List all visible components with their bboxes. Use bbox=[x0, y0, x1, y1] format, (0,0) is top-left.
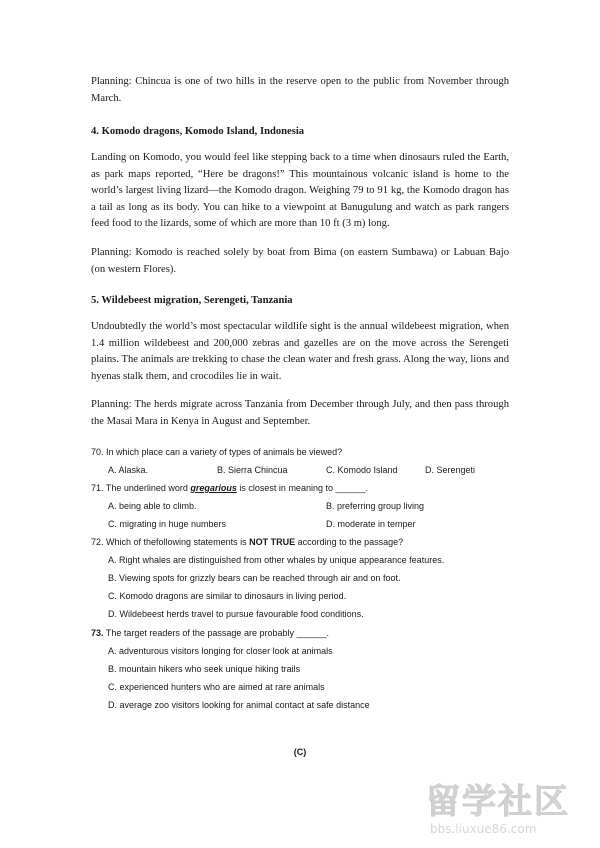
question-72-stem-post: according to the passage? bbox=[295, 537, 404, 547]
question-71-option-d: D. moderate in temper bbox=[326, 519, 416, 529]
question-73-option-a: A. adventurous visitors longing for closer look at animals bbox=[108, 646, 333, 656]
question-72-stem-pre: 72. Which of thefollowing statements is bbox=[91, 537, 250, 547]
heading-wildebeest: 5. Wildebeest migration, Serengeti, Tanzania bbox=[91, 295, 293, 306]
question-72-option-a: A. Right whales are distinguished from other whales by unique appearance features. bbox=[108, 555, 445, 565]
question-70-option-a: A. Alaska. bbox=[108, 465, 149, 475]
question-73-stem bbox=[91, 627, 329, 639]
section-label: (C) bbox=[293, 747, 307, 757]
question-72-option-b: B. Viewing spots for grizzly bears can be reached through air and on foot. bbox=[108, 573, 401, 583]
paragraph-chincua-planning: Planning: Chincua is one of two hills in the reserve open to the public from November through March. bbox=[91, 76, 509, 104]
question-73-number: 73. bbox=[91, 628, 104, 638]
question-71-option-a: A. being able to climb. bbox=[108, 501, 197, 511]
question-72-option-c: C. Komodo dragons are similar to dinosaurs in living period. bbox=[108, 591, 347, 601]
question-70-option-c: C. Komodo Island bbox=[326, 465, 398, 475]
paragraph-komodo-planning: Planning: Komodo is reached solely by boat from Bima (on eastern Sumbawa) or Labuan Bajo (on western Flores). bbox=[91, 247, 509, 275]
question-70-stem: 70. In which place can a variety of types of animals be viewed? bbox=[91, 447, 343, 457]
question-71-stem-pre: 71. The underlined word bbox=[91, 483, 191, 493]
question-72-not-true: NOT TRUE bbox=[249, 537, 296, 547]
watermark-url: bbs.liuxue86.com bbox=[430, 822, 537, 836]
question-71-underlined-word: gregarious bbox=[190, 483, 237, 493]
question-73-option-b: B. mountain hikers who seek unique hiking trails bbox=[108, 664, 301, 674]
question-71-stem-post: is closest in meaning to ______. bbox=[236, 483, 369, 493]
question-71-option-b: B. preferring group living bbox=[326, 501, 425, 511]
paragraph-wildebeest-planning: Planning: The herds migrate across Tanzania from December through July, and then pass through the Masai Mara in Kenya in August and September. bbox=[91, 399, 509, 427]
heading-komodo: 4. Komodo dragons, Komodo Island, Indonesia bbox=[91, 126, 305, 137]
question-72-option-d: D. Wildebeest herds travel to pursue favourable food conditions. bbox=[108, 609, 364, 619]
watermark-text: 留学社区 bbox=[426, 782, 570, 822]
question-71-stem bbox=[91, 482, 368, 494]
watermark-logo bbox=[426, 782, 586, 842]
paragraph-komodo-body: Landing on Komodo, you would feel like stepping back to a time when dinosaurs ruled the Earth, as park maps reported, “Here be dragons!” This mountainous volcanic island is home to the world’s largest living lizard—the Komodo dragon. Weighing 79 to 91 kg, the Komodo dragon has a tail as long as its body. You can hike to a viewpoint at Banugulung and watch as park rangers feed food to the lizards, some of which are more than 10 ft (3 m) long. bbox=[91, 152, 509, 229]
question-73-option-c: C. experienced hunters who are aimed at rare animals bbox=[108, 682, 325, 692]
question-72-stem bbox=[91, 536, 403, 548]
question-73-stem-rest: The target readers of the passage are probably ______. bbox=[103, 628, 330, 638]
question-70-option-d: D. Serengeti bbox=[425, 465, 476, 475]
question-70-option-b: B. Sierra Chincua bbox=[217, 465, 288, 475]
question-71-option-c: C. migrating in huge numbers bbox=[108, 519, 227, 529]
question-73-option-d: D. average zoo visitors looking for animal contact at safe distance bbox=[108, 700, 370, 710]
paragraph-wildebeest-body: Undoubtedly the world’s most spectacular wildlife sight is the annual wildebeest migration, when 1.4 million wildebeest and 200,000 zebras and gazelles are on the move across the Serengeti plains. The animals are trekking to chase the clean water and fresh grass. Along the way, lions and hyenas stalk them, and crocodiles lie in wait. bbox=[91, 321, 509, 382]
